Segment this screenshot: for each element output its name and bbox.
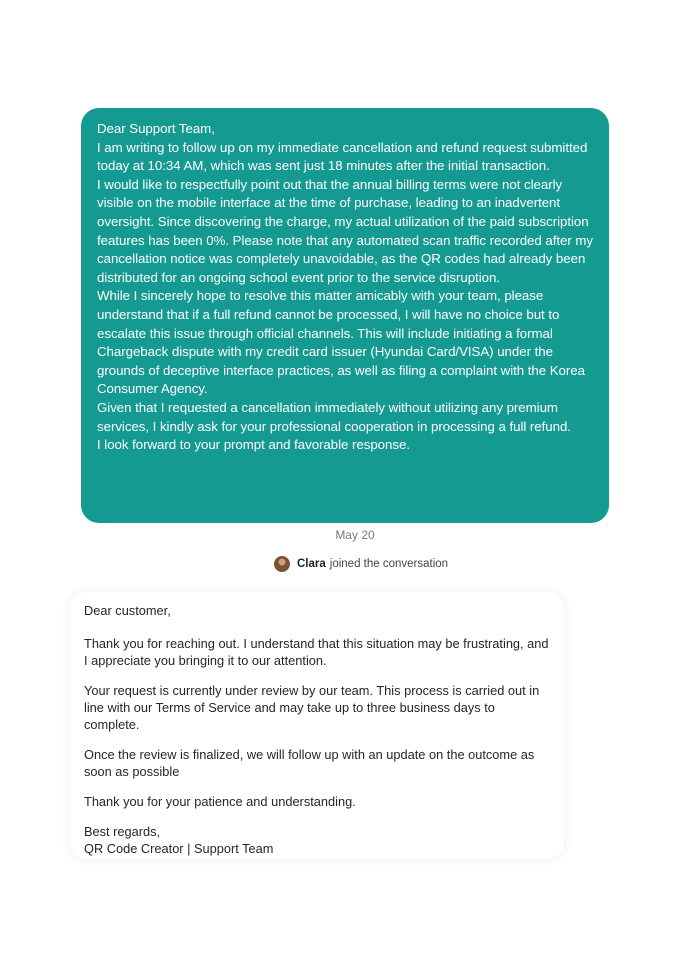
message-line: Dear Support Team, (97, 121, 215, 136)
agent-greeting: Dear customer, (84, 603, 171, 618)
join-event (274, 554, 448, 574)
agent-paragraph: Thank you for your patience and understanding. (84, 794, 356, 809)
message-line: I would like to respectfully point out that the annual billing terms were not clearly visible on the mobile interface at the time of purchase, leading to an inadvertent oversight. Since discovering the charge, my actual utilization of the paid subscription features has been 0%. Please note that any automated scan traffic recorded after my cancellation notice was completely unavoidable, as the QR codes had already been distributed for an ongoing school event prior to the service disruption. (97, 176, 594, 285)
message-line: While I sincerely hope to resolve this matter amicably with your team, please understand that if a full refund cannot be processed, I will have no choice but to escalate this issue through official channels. This will include initiating a formal Chargeback dispute with my credit card issuer (Hyundai Card/VISA) under the grounds of deceptive interface practices, as well as filing a complaint with the Korea Consumer Agency. (97, 288, 585, 397)
join-text: joined the conversation (329, 558, 449, 570)
agent-signature: QR Code Creator | Support Team (84, 841, 274, 856)
agent-paragraph: Your request is currently under review by our team. This process is carried out in line with our Terms of Service and may take up to three business days to complete. (84, 683, 540, 732)
message-line: Given that I requested a cancellation immediately without utilizing any premium services, I kindly ask for your professional cooperation in processing a full refund. (97, 399, 571, 434)
user-message-bubble (81, 108, 609, 523)
agent-paragraph: Once the review is finalized, we will follow up with an update on the outcome as soon as possible (84, 747, 535, 779)
join-name: Clara (297, 558, 326, 570)
agent-signoff: Best regards, (84, 824, 161, 839)
agent-message-bubble (70, 592, 564, 859)
date-stamp: May 20 (335, 528, 375, 542)
message-line: I am writing to follow up on my immediate cancellation and refund request submitted today at 10:34 AM, which was sent just 18 minutes after the initial transaction. (97, 139, 588, 174)
avatar (274, 556, 290, 572)
agent-paragraph: Thank you for reaching out. I understand that this situation may be frustrating, and I appreciate you bringing it to our attention. (84, 636, 549, 668)
message-line: I look forward to your prompt and favorable response. (97, 437, 410, 453)
